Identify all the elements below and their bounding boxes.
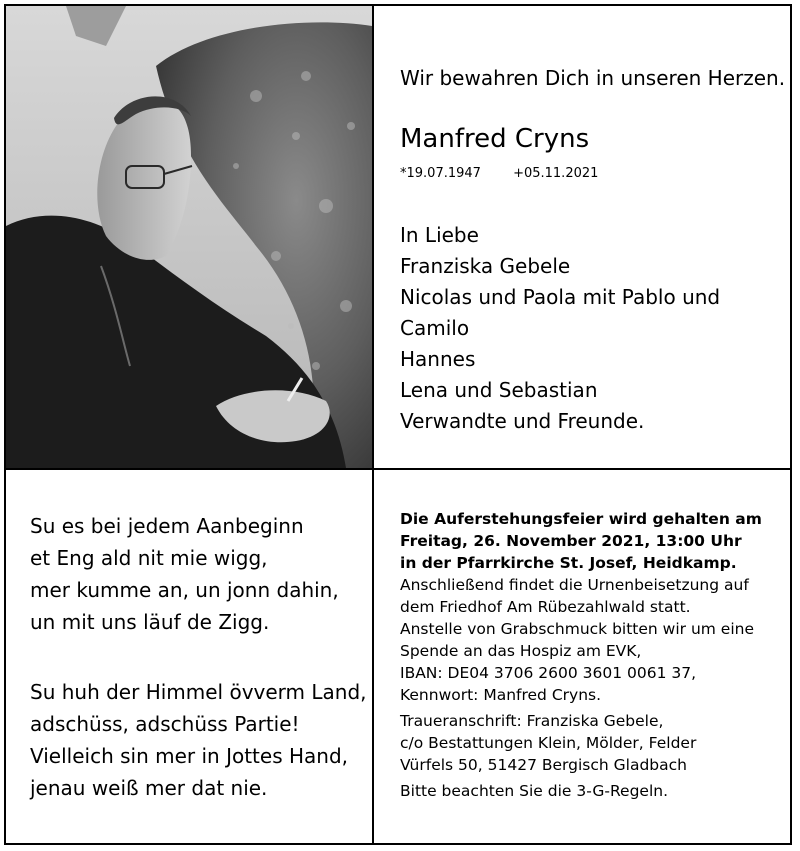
- address-line: c/o Bestattungen Klein, Mölder, Felder: [400, 734, 697, 752]
- poem-line: Su es bei jedem Aanbeginn: [30, 514, 304, 538]
- portrait-image: [6, 6, 372, 468]
- poem-line: un mit uns läuf de Zigg.: [30, 610, 270, 634]
- birth-date: *19.07.1947: [400, 166, 481, 181]
- service-heading-line: Die Auferstehungsfeier wird gehalten am: [400, 510, 762, 528]
- mourner-line: Franziska Gebele: [400, 254, 571, 278]
- poem-line: adschüss, adschüss Partie!: [30, 712, 300, 736]
- poem-line: Vielleich sin mer in Jottes Hand,: [30, 744, 348, 768]
- poem-line: et Eng ald nit mie wigg,: [30, 546, 268, 570]
- detail-line: Anstelle von Grabschmuck bitten wir um eine: [400, 620, 755, 638]
- iban-line: IBAN: DE04 3706 2600 3601 0061 37,: [400, 664, 697, 682]
- mourner-line: In Liebe: [400, 223, 479, 247]
- address-line: Vürfels 50, 51427 Bergisch Gladbach: [400, 756, 687, 774]
- detail-line: dem Friedhof Am Rübezahlwald statt.: [400, 598, 691, 616]
- mourners-list: [400, 220, 790, 437]
- service-date-line: Freitag, 26. November 2021, 13:00 Uhr: [400, 532, 742, 550]
- poem-line: mer kumme an, un jonn dahin,: [30, 578, 339, 602]
- covid-note: Bitte beachten Sie die 3-G-Regeln.: [400, 782, 669, 800]
- address-line: Traueranschrift: Franziska Gebele,: [400, 712, 664, 730]
- mourner-line: Nicolas und Paola mit Pablo und Camilo: [400, 285, 721, 340]
- service-location-line: in der Pfarrkirche St. Josef, Heidkamp.: [400, 554, 737, 572]
- announcement-panel: [374, 6, 790, 468]
- service-info-panel: [374, 470, 790, 843]
- portrait-photo: [6, 6, 372, 468]
- deceased-name: Manfred Cryns: [400, 124, 590, 154]
- detail-line: Spende an das Hospiz am EVK,: [400, 642, 642, 660]
- poem-stanza-2: [30, 676, 367, 804]
- service-info: [400, 508, 790, 802]
- obituary-frame: [4, 4, 792, 845]
- mourner-line: Lena und Sebastian: [400, 378, 598, 402]
- poem-panel: [6, 470, 372, 843]
- motto-text: Wir bewahren Dich in unseren Herzen.: [400, 66, 786, 90]
- mourner-line: Verwandte und Freunde.: [400, 409, 645, 433]
- poem-stanza-1: [30, 510, 339, 638]
- death-date: +05.11.2021: [513, 166, 599, 181]
- mourner-line: Hannes: [400, 347, 476, 371]
- poem-line: Su huh der Himmel övverm Land,: [30, 680, 367, 704]
- detail-line: Anschließend findet die Urnenbeisetzung auf: [400, 576, 749, 594]
- poem-line: jenau weiß mer dat nie.: [30, 776, 268, 800]
- life-dates: [400, 166, 598, 181]
- keyword-line: Kennwort: Manfred Cryns.: [400, 686, 602, 704]
